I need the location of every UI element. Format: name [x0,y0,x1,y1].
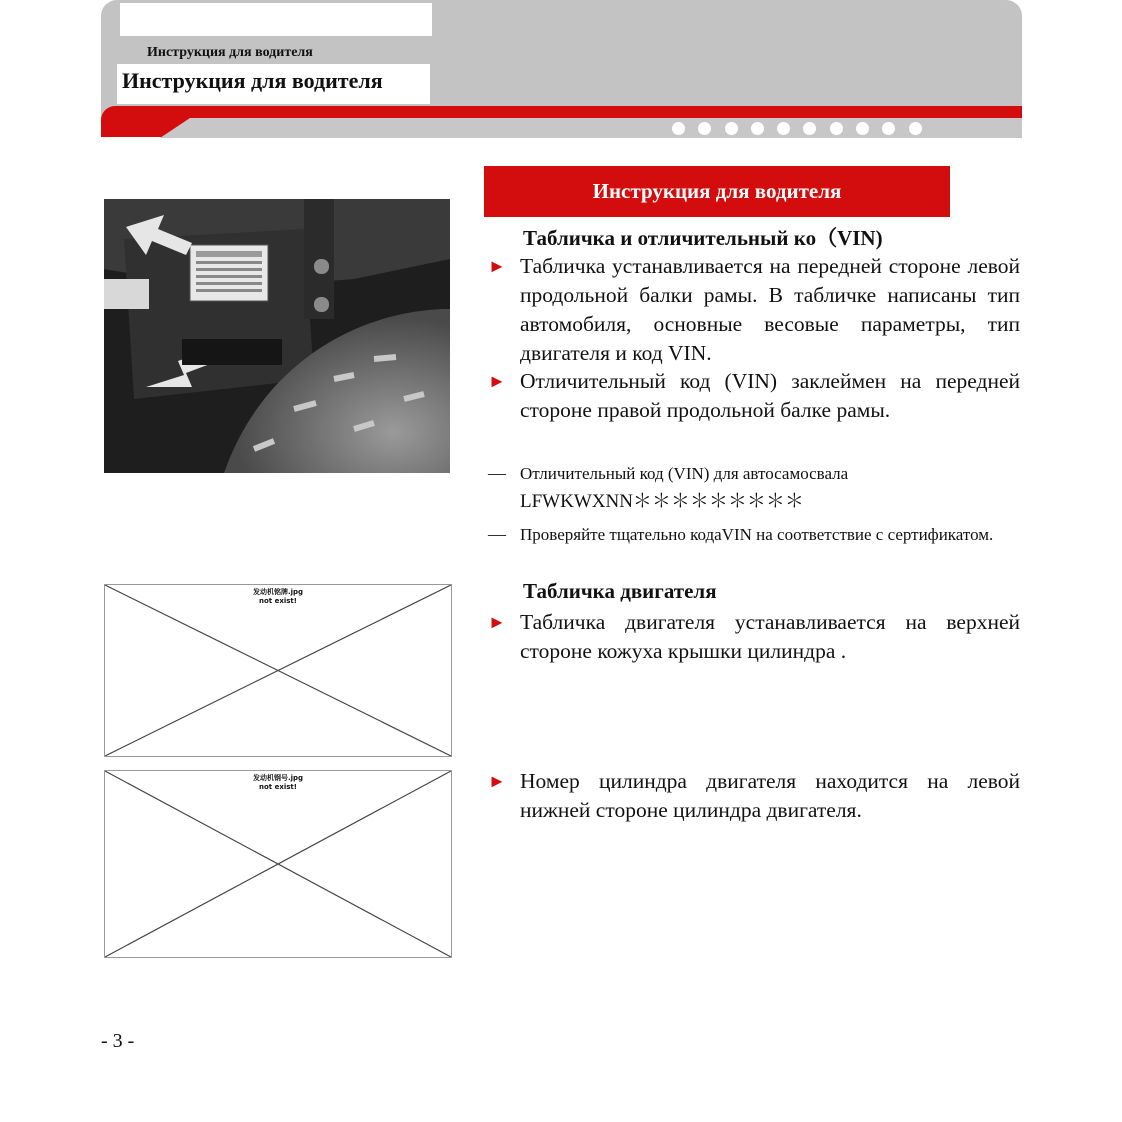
bullet-text: Табличка двигателя устанавливается на верхней стороне кожуха крышки цилиндра . [520,610,1020,663]
vin-plate-photo [104,199,450,473]
bullet-text: Отличительный код (VIN) заклеймен на передней стороне правой продольной балке рамы. [520,369,1020,422]
header-dot [830,122,843,135]
page-number: - 3 - [101,1030,135,1052]
red-arrow-icon: ► [488,371,506,391]
vin-plate-photo-art [104,199,450,473]
header-dot [698,122,711,135]
dash-icon: — [488,463,506,483]
header-dot [725,122,738,135]
placeholder-caption: 发动机铭牌.jpg [252,588,304,596]
header-dots [672,122,922,135]
red-arrow-icon: ► [488,612,506,632]
dash-text: Проверяйте тщательно кодаVIN на соответствие с сертификатом. [520,525,994,544]
placeholder-caption-note: not exist! [259,783,297,791]
header-dot [909,122,922,135]
header-dot [882,122,895,135]
section-heading: Инструкция для водителя [484,166,950,217]
subhead-vin-plate: Табличка и отличительный ко（VIN) [523,226,883,250]
header-dot [803,122,816,135]
bullet-text: Номер цилиндра двигателя находится на левой нижней стороне цилиндра двигателя. [520,769,1020,822]
bullet-vin-plate-location [488,252,1020,368]
header-dot [672,122,685,135]
placeholder-caption-note: not exist! [259,597,297,605]
header-blank-box [120,3,432,36]
vin-code: LFWKWXNN＊＊＊＊＊＊＊＊＊ [520,491,804,512]
red-arrow-icon: ► [488,256,506,276]
dash-vin-dumptruck [488,459,1020,488]
header-dot [777,122,790,135]
dash-text: Отличительный код (VIN) для автосамосвала [520,464,849,483]
header-small-title: Инструкция для водителя [147,45,313,60]
bullet-text: Табличка устанавливается на передней стороне левой продольной балки рамы. В табличке написаны тип автомобиля, основные весовые параметры, тип двигателя и код VIN. [520,254,1020,365]
bullet-cylinder-number-location [488,767,1020,825]
red-arrow-icon: ► [488,771,506,791]
header-dot [751,122,764,135]
placeholder-cross [105,771,451,957]
engine-plate-image-placeholder [104,584,452,757]
header-dot [856,122,869,135]
dash-icon: — [488,524,506,544]
placeholder-cross [105,585,451,756]
subhead-engine-plate: Табличка двигателя [523,579,717,603]
placeholder-caption: 发动机钢号.jpg [252,774,304,782]
cylinder-number-image-placeholder [104,770,452,958]
header-title: Инструкция для водителя [122,68,383,93]
bullet-vin-code-location [488,367,1020,425]
dash-check-vin [488,520,1020,549]
bullet-engine-plate-location [488,608,1020,666]
